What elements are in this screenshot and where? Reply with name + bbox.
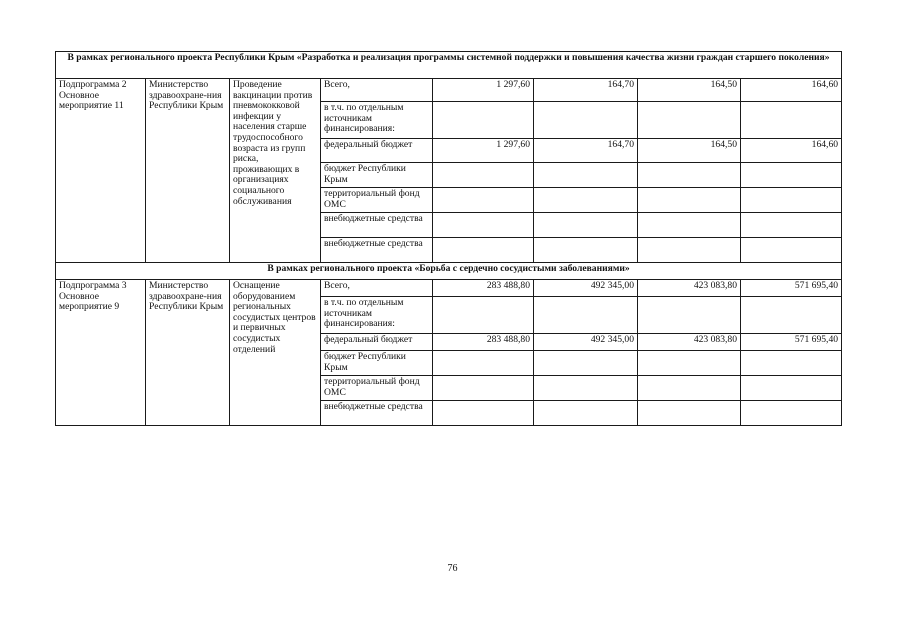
value-cell [741,376,842,401]
source-cell: территориальный фонд ОМС [321,188,433,213]
value-cell: 571 695,40 [741,334,842,351]
executor-cell: Министерство здравоохране-ния Республики Крым [146,280,230,426]
funding-table [55,51,842,426]
value-cell [741,401,842,426]
value-cell: 492 345,00 [534,280,638,297]
value-cell [534,102,638,139]
source-cell: Всего, [321,79,433,102]
value-cell [534,401,638,426]
value-cell: 164,70 [534,79,638,102]
value-cell: 1 297,60 [433,79,534,102]
value-cell [433,351,534,376]
value-cell: 492 345,00 [534,334,638,351]
value-cell [741,297,842,334]
value-cell [433,163,534,188]
value-cell [638,376,741,401]
value-cell [638,213,741,238]
activity-cell: Оснащение оборудованием региональных сосудистых центров и первичных сосудистых отделений [230,280,321,426]
source-cell: федеральный бюджет [321,334,433,351]
source-cell: территориальный фонд ОМС [321,376,433,401]
value-cell: 571 695,40 [741,280,842,297]
source-cell: в т.ч. по отдельным источникам финансирования: [321,297,433,334]
section-header: В рамках регионального проекта Республики Крым «Разработка и реализация программы системной поддержки и повышения качества жизни граждан старшего поколения» [56,52,842,79]
value-cell [433,238,534,263]
value-cell: 164,50 [638,79,741,102]
value-cell: 164,60 [741,139,842,163]
value-cell: 164,60 [741,79,842,102]
source-cell: внебюджетные средства [321,213,433,238]
source-cell: Всего, [321,280,433,297]
table-row [56,280,842,297]
value-cell [741,163,842,188]
table-row [56,79,842,102]
value-cell: 1 297,60 [433,139,534,163]
value-cell: 423 083,80 [638,280,741,297]
value-cell [638,401,741,426]
source-cell: внебюджетные средства [321,238,433,263]
executor-cell: Министерство здравоохране-ния Республики Крым [146,79,230,263]
value-cell [638,351,741,376]
value-cell [638,238,741,263]
program-cell: Подпрограмма 3 Основное мероприятие 9 [56,280,146,426]
value-cell [433,297,534,334]
value-cell: 164,70 [534,139,638,163]
funding-table-body [56,52,842,426]
value-cell [741,188,842,213]
value-cell [534,213,638,238]
activity-cell: Проведение вакцинации против пневмококковой инфекции у населения старше трудоспособного возраста из групп риска, проживающих в организациях социального обслуживания [230,79,321,263]
source-cell: бюджет Республики Крым [321,163,433,188]
value-cell [741,351,842,376]
page-number: 76 [447,563,458,574]
value-cell [534,163,638,188]
value-cell [534,351,638,376]
value-cell [433,401,534,426]
section-header-row [56,263,842,280]
source-cell: внебюджетные средства [321,401,433,426]
source-cell: бюджет Республики Крым [321,351,433,376]
source-cell: в т.ч. по отдельным источникам финансирования: [321,102,433,139]
value-cell [638,102,741,139]
value-cell [433,213,534,238]
value-cell [433,188,534,213]
value-cell [534,188,638,213]
value-cell [741,213,842,238]
value-cell [638,188,741,213]
value-cell [638,163,741,188]
value-cell: 283 488,80 [433,334,534,351]
value-cell [433,376,534,401]
section-header-row [56,52,842,79]
value-cell: 423 083,80 [638,334,741,351]
value-cell [741,102,842,139]
section-header: В рамках регионального проекта «Борьба с сердечно сосудистыми заболеваниями» [56,263,842,280]
value-cell: 164,50 [638,139,741,163]
value-cell [534,297,638,334]
value-cell [534,376,638,401]
value-cell [741,238,842,263]
source-cell: федеральный бюджет [321,139,433,163]
program-cell: Подпрограмма 2 Основное мероприятие 11 [56,79,146,263]
value-cell [433,102,534,139]
value-cell: 283 488,80 [433,280,534,297]
value-cell [638,297,741,334]
value-cell [534,238,638,263]
